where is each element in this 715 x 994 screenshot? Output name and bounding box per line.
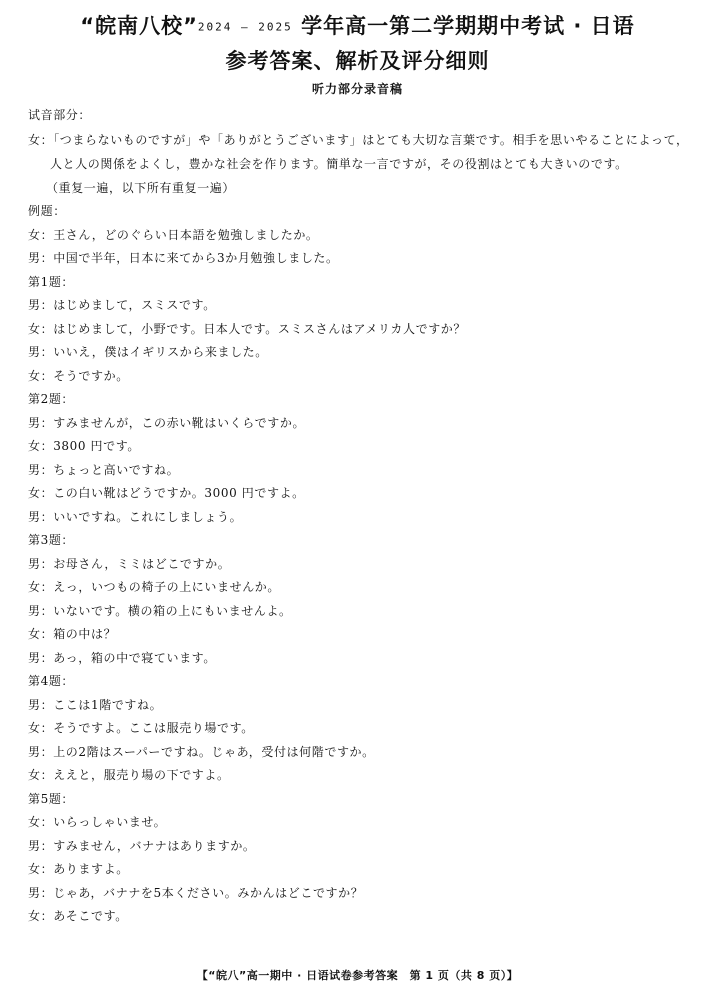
transcript-line: 女：3800 円です。 (28, 439, 140, 453)
transcript-line: 女：ええと，服売り場の下ですよ。 (28, 768, 230, 782)
transcript-line: 女：王さん，どのぐらい日本語を勉強しましたか。 (28, 227, 319, 242)
transcript-line: 试音部分： (28, 108, 92, 122)
page-footer: 【“皖八”高一期中 · 日语试卷参考答案 第 1 页（共 8 页）】 (196, 969, 519, 982)
transcript-line: 男：いいですね。これにしましょう。 (28, 509, 243, 524)
transcript-line: 女：いらっしゃいませ。 (28, 815, 167, 829)
transcript-line: 男：すみません，バナナはありますか。 (28, 838, 256, 853)
transcript-line: 女：そうですよ。ここは服売り場です。 (28, 721, 254, 735)
transcript-line: 第1题： (28, 274, 75, 289)
transcript-body (28, 104, 690, 929)
transcript-line: 男：ちょっと高いですね。 (28, 462, 180, 477)
transcript-line: 男：いいえ，僕はイギリスから来ました。 (28, 345, 268, 359)
transcript-line: 男：じゃあ，バナナを5本ください。みかんはどこですか？ (28, 885, 364, 900)
document-title (0, 10, 715, 40)
transcript-line: 男：いないです。横の箱の上にもいませんよ。 (28, 603, 292, 618)
transcript-line: 第2题： (28, 392, 75, 406)
transcript-line: 例题： (28, 204, 66, 218)
transcript-line: 男：上の2階はスーパーですね。じゃあ，受付は何階ですか。 (28, 744, 375, 759)
transcript-line: 男：あっ，箱の中で寝ています。 (28, 650, 216, 665)
transcript-line: 女：この白い靴はどうですか。3000 円ですよ。 (28, 486, 305, 500)
title-school: “皖南八校” (80, 14, 198, 38)
transcript-line: 女：そうですか。 (28, 368, 129, 383)
transcript-line: 男：中国で半年，日本に来てから3か月勉強しました。 (28, 251, 339, 265)
transcript-line: 女：はじめまして，小野です。日本人です。スミスさんはアメリカ人ですか？ (28, 321, 467, 336)
transcript-line: 男：お母さん，ミミはどこですか。 (28, 556, 231, 571)
transcript-line: （重复一遍，以下所有重复一遍） (46, 180, 236, 195)
transcript-line: 第5题： (28, 791, 75, 806)
transcript-line: 男：はじめまして，スミスです。 (28, 298, 216, 312)
transcript-line: 女：ありますよ。 (28, 862, 129, 876)
title-years: 2024 – 2025 (197, 20, 293, 34)
transcript-line: 女：「つまらないものですが」や「ありがとうございます」はとても大切な言葉です。相手を思いやることによって，人と人の関係をよくし，豊かな社会を作ります。簡単な一言ですが，その役割はとても大きいのです。 (28, 132, 689, 171)
transcript-line: 女：えっ，いつもの椅子の上にいませんか。 (28, 580, 281, 594)
transcript-line: 第3题： (28, 533, 75, 547)
transcript-line: 男：すみませんが，この赤い靴はいくらですか。 (28, 415, 306, 430)
transcript-line: 第4题： (28, 674, 75, 688)
transcript-line: 女：箱の中は？ (28, 627, 117, 641)
transcript-line: 男：ここは1階ですね。 (28, 697, 163, 712)
transcript-line: 女：あそこです。 (28, 909, 128, 923)
document-subtitle: 参考答案、解析及评分细则 (225, 49, 490, 73)
section-title: 听力部分录音稿 (311, 82, 403, 96)
title-exam: 学年高一第二学期期中考试 · 日语 (292, 14, 635, 38)
